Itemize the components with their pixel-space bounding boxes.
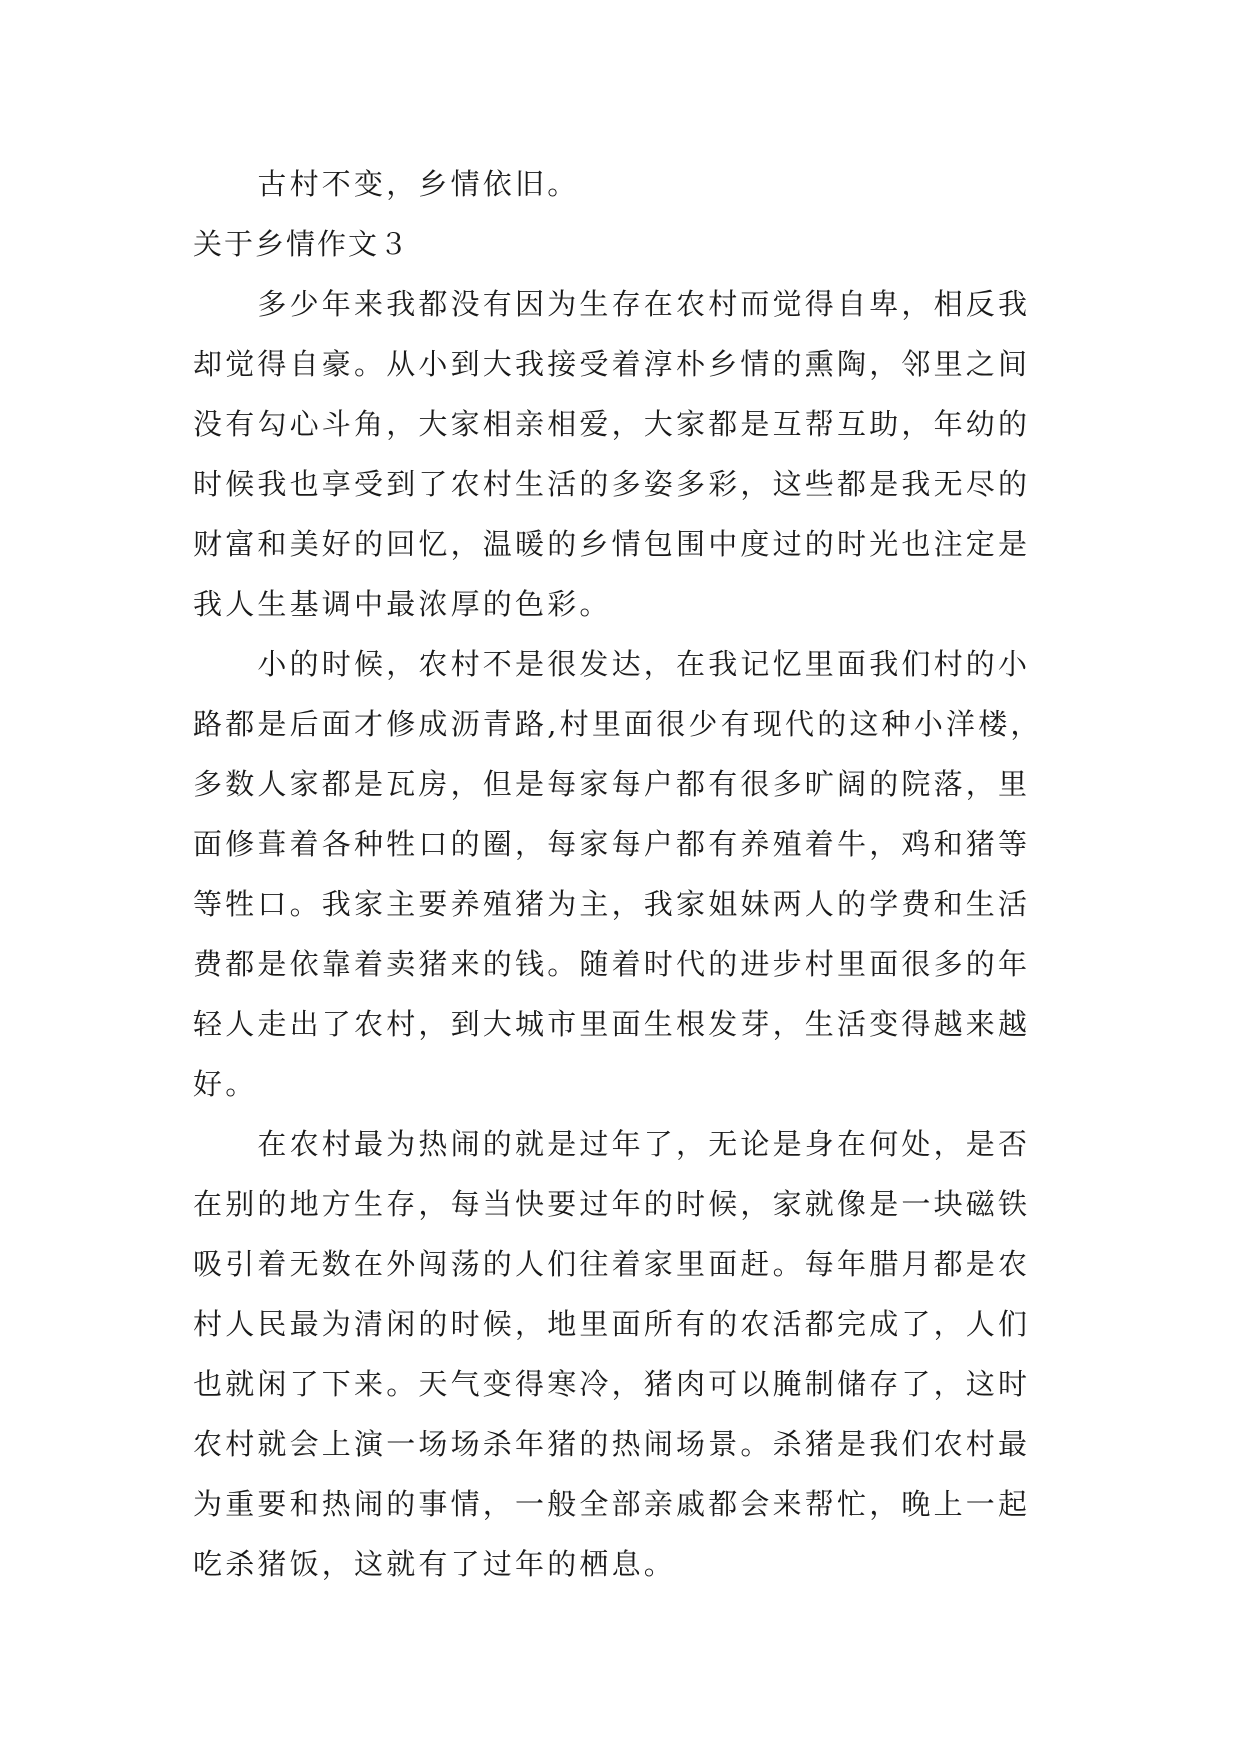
paragraph-2-line-1: 小的时候，农村不是很发达，在我记忆里面我们村的小 bbox=[193, 647, 1031, 681]
paragraph-1-line-6: 我人生基调中最浓厚的色彩。 bbox=[193, 587, 612, 621]
paragraph-2-line-8: 好。 bbox=[193, 1067, 258, 1101]
paragraph-1-line-2: 却觉得自豪。从小到大我接受着淳朴乡情的熏陶，邻里之间 bbox=[193, 347, 1031, 381]
paragraph-2-line-5: 等牲口。我家主要养殖猪为主，我家姐妹两人的学费和生活 bbox=[193, 887, 1031, 921]
paragraph-3-line-7: 为重要和热闹的事情，一般全部亲戚都会来帮忙，晚上一起 bbox=[193, 1487, 1031, 1521]
paragraph-closing-line: 古村不变，乡情依旧。 bbox=[193, 167, 580, 201]
paragraph-1-line-1: 多少年来我都没有因为生存在农村而觉得自卑，相反我 bbox=[193, 287, 1031, 321]
paragraph-3-line-2: 在别的地方生存，每当快要过年的时候，家就像是一块磁铁 bbox=[193, 1187, 1031, 1221]
paragraph-3-line-5: 也就闲了下来。天气变得寒冷，猪肉可以腌制储存了，这时 bbox=[193, 1367, 1031, 1401]
paragraph-3-line-8: 吃杀猪饭，这就有了过年的栖息。 bbox=[193, 1547, 677, 1581]
paragraph-2-line-6: 费都是依靠着卖猪来的钱。随着时代的进步村里面很多的年 bbox=[193, 947, 1031, 981]
paragraph-2-line-4: 面修葺着各种牲口的圈，每家每户都有养殖着牛，鸡和猪等 bbox=[193, 827, 1031, 861]
paragraph-3-line-6: 农村就会上演一场场杀年猪的热闹场景。杀猪是我们农村最 bbox=[193, 1427, 1031, 1461]
paragraph-2-line-7: 轻人走出了农村，到大城市里面生根发芽，生活变得越来越 bbox=[193, 1007, 1031, 1041]
paragraph-1-line-3: 没有勾心斗角，大家相亲相爱，大家都是互帮互助，年幼的 bbox=[193, 407, 1031, 441]
paragraph-2-line-2: 路都是后面才修成沥青路,村里面很少有现代的这种小洋楼， bbox=[193, 707, 1043, 741]
section-heading: 关于乡情作文３ bbox=[193, 227, 411, 261]
paragraph-3-line-3: 吸引着无数在外闯荡的人们往着家里面赶。每年腊月都是农 bbox=[193, 1247, 1031, 1281]
paragraph-3-line-1: 在农村最为热闹的就是过年了，无论是身在何处，是否 bbox=[193, 1127, 1031, 1161]
paragraph-3-line-4: 村人民最为清闲的时候，地里面所有的农活都完成了，人们 bbox=[193, 1307, 1031, 1341]
paragraph-1-line-4: 时候我也享受到了农村生活的多姿多彩，这些都是我无尽的 bbox=[193, 467, 1031, 501]
paragraph-2-line-3: 多数人家都是瓦房，但是每家每户都有很多旷阔的院落，里 bbox=[193, 767, 1031, 801]
paragraph-1-line-5: 财富和美好的回忆，温暖的乡情包围中度过的时光也注定是 bbox=[193, 527, 1031, 561]
